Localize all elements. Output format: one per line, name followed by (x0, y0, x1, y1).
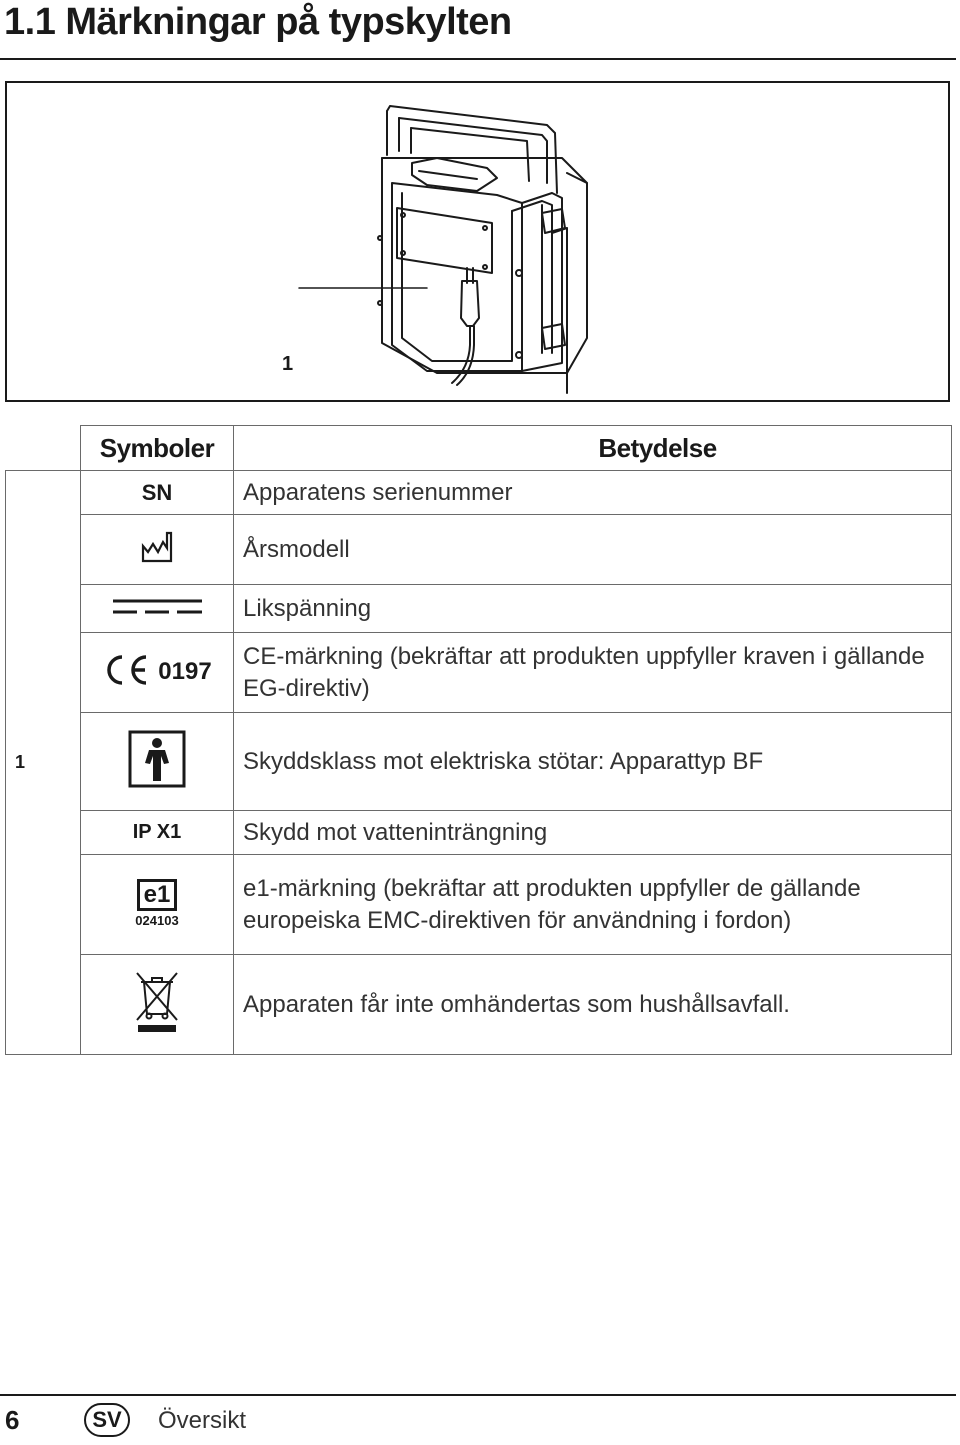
page-number: 6 (5, 1405, 20, 1435)
meaning-text: e1-märkning (bekräftar att produkten uppfyller de gällande europeiska EMC-direktiven för användning i fordon) (234, 855, 952, 955)
figure-box (5, 81, 950, 402)
group-number: 1 (6, 471, 81, 1055)
table-row (6, 471, 952, 515)
header-meaning: Betydelse (234, 426, 952, 471)
ip-rating-symbol: IP X1 (81, 811, 234, 855)
meaning-text: Skyddsklass mot elektriska stötar: Apparattyp BF (234, 713, 952, 811)
symbol-table (5, 425, 952, 1055)
ce-number: 0197 (158, 658, 212, 685)
meaning-text: Skydd mot vatteninträngning (234, 811, 952, 855)
figure-callout-1: 1 (282, 353, 294, 375)
serial-number-symbol: SN (81, 471, 234, 515)
meaning-text: Likspänning (234, 585, 952, 633)
symbol-cell (81, 855, 234, 955)
table-row (6, 585, 952, 633)
type-bf-icon (127, 729, 187, 789)
page-title: 1.1 Märkningar på typskylten (4, 1, 512, 43)
table-row (6, 811, 952, 855)
symbol-cell (81, 633, 234, 713)
language-badge: SV (84, 1403, 130, 1437)
table-row (6, 633, 952, 713)
meaning-text: Årsmodell (234, 515, 952, 585)
direct-current-icon (110, 596, 205, 616)
symbol-cell (81, 515, 234, 585)
meaning-text: Apparatens serienummer (234, 471, 952, 515)
symbol-cell (81, 585, 234, 633)
title-divider (0, 58, 956, 60)
header-empty-cell (6, 426, 81, 471)
year-of-manufacture-icon (140, 530, 174, 564)
header-symbols: Symboler (81, 426, 234, 471)
table-header-row (6, 426, 952, 471)
table-row (6, 713, 952, 811)
footer-divider (0, 1394, 956, 1396)
e1-approval-number: 024103 (135, 913, 179, 928)
section-name: Översikt (158, 1407, 247, 1434)
meaning-text: CE-märkning (bekräftar att produkten uppfyller kraven i gällande EG-direktiv) (234, 633, 952, 713)
symbol-cell (81, 713, 234, 811)
device-illustration-icon (7, 83, 952, 404)
table-row (6, 515, 952, 585)
table-row (6, 955, 952, 1055)
meaning-text: Apparaten får inte omhändertas som hushållsavfall. (234, 955, 952, 1055)
symbol-cell (81, 955, 234, 1055)
e1-mark-icon: e1 (137, 879, 177, 911)
ce-mark-icon (102, 654, 152, 686)
weee-crossed-bin-icon (134, 970, 180, 1034)
table-row (6, 855, 952, 955)
